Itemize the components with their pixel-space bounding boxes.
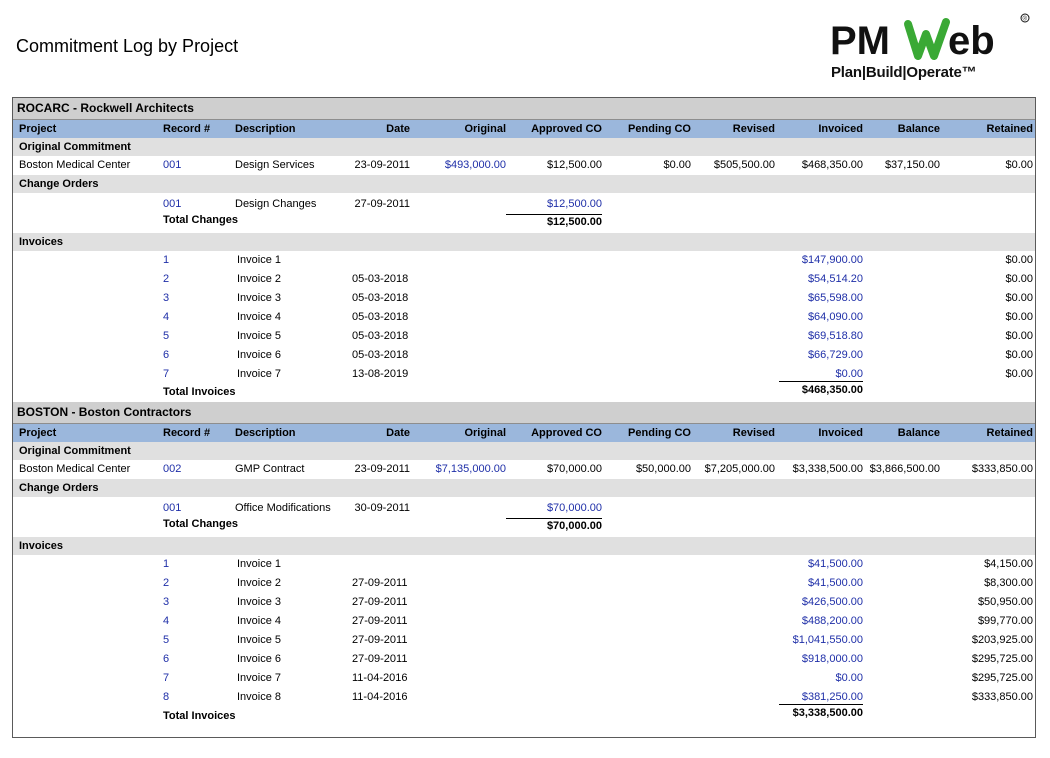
commitment-balance: $37,150.00 [884,159,940,171]
commitment-description: Design Services [235,159,315,171]
total-changes-row [13,212,1035,231]
invoice-retained: $99,770.00 [977,615,1033,627]
invoice-date: 05-03-2018 [352,292,409,304]
col-retained: Retained [986,427,1033,439]
invoice-record-link[interactable]: 7 [163,672,170,684]
section-original-commitment: Original Commitment [13,138,1035,156]
change-order-record-link[interactable]: 001 [163,198,182,210]
invoice-row [13,555,1035,574]
change-order-description: Design Changes [235,198,317,210]
section-change-orders: Change Orders [13,479,1035,497]
column-header-row [13,120,1035,138]
commitment-pending-co: $50,000.00 [635,463,691,475]
invoice-retained: $0.00 [1005,311,1033,323]
col-project: Project [19,123,57,135]
total-invoices-row [13,707,1035,725]
invoice-record-link[interactable]: 3 [163,596,170,608]
invoice-row [13,650,1035,669]
invoice-amount-link[interactable]: $69,518.80 [807,330,863,342]
col-approved-co: Approved CO [531,427,602,439]
commitment-approved-co: $70,000.00 [546,463,602,475]
total-changes-row [13,516,1035,535]
col-revised: Revised [732,427,775,439]
invoice-description: Invoice 8 [237,691,282,703]
page-title: Commitment Log by Project [16,36,239,56]
invoice-record-link[interactable]: 6 [163,653,170,665]
svg-text:PM: PM [830,19,890,63]
commitment-revised: $505,500.00 [713,159,775,171]
commitment-project: Boston Medical Center [19,463,131,475]
invoice-date: 05-03-2018 [352,349,409,361]
invoice-retained: $4,150.00 [984,558,1033,570]
invoice-row [13,365,1035,384]
vendor-header: ROCARC - Rockwell Architects [13,98,1035,120]
invoice-retained: $0.00 [1005,368,1033,380]
invoice-amount-link[interactable]: $147,900.00 [801,254,863,266]
invoice-row [13,251,1035,270]
change-order-row [13,497,1035,516]
invoice-description: Invoice 2 [237,273,282,285]
invoice-description: Invoice 6 [237,349,282,361]
invoice-row [13,574,1035,593]
invoice-row [13,631,1035,650]
invoice-description: Invoice 3 [237,292,282,304]
invoice-record-link[interactable]: 8 [163,691,170,703]
change-order-amount-link[interactable]: $70,000.00 [546,502,602,514]
invoice-record-link[interactable]: 3 [163,292,170,304]
invoice-retained: $203,925.00 [971,634,1033,646]
invoice-retained: $295,725.00 [971,653,1033,665]
commitment-row [13,156,1035,175]
col-record: Record # [163,123,211,135]
invoice-amount-link[interactable]: $54,514.20 [807,273,863,285]
section-invoices: Invoices [13,233,1035,251]
invoice-row [13,612,1035,631]
commitment-date: 23-09-2011 [354,159,410,171]
invoice-amount-link[interactable]: $918,000.00 [801,653,863,665]
invoice-date: 11-04-2016 [352,672,408,684]
commitment-record-link[interactable]: 002 [163,463,182,475]
invoice-date: 05-03-2018 [352,330,409,342]
invoice-row [13,346,1035,365]
commitment-report [12,97,1036,738]
invoice-description: Invoice 3 [237,596,282,608]
logo-tagline: Plan|Build|Operate™ [831,64,977,81]
change-order-date: 27-09-2011 [354,198,410,210]
invoice-record-link[interactable]: 2 [163,577,170,589]
invoice-description: Invoice 5 [237,330,282,342]
invoice-amount-link[interactable]: $65,598.00 [807,292,863,304]
invoice-retained: $50,950.00 [977,596,1033,608]
col-approved-co: Approved CO [531,123,602,135]
col-original: Original [464,427,506,439]
invoice-date: 11-04-2016 [352,691,408,703]
col-revised: Revised [732,123,775,135]
col-pending-co: Pending CO [628,123,691,135]
col-balance: Balance [897,123,940,135]
total-invoices-amount: $3,338,500.00 [792,707,863,719]
commitment-invoiced: $468,350.00 [801,159,863,171]
commitment-date: 23-09-2011 [354,463,410,475]
change-order-row [13,193,1035,212]
invoice-date: 13-08-2019 [352,368,409,380]
col-balance: Balance [897,427,940,439]
invoice-description: Invoice 4 [237,615,282,627]
commitment-balance: $3,866,500.00 [869,463,940,475]
total-invoices-amount: $468,350.00 [801,384,863,396]
commitment-invoiced: $3,338,500.00 [792,463,863,475]
invoice-row [13,270,1035,289]
invoice-retained: $0.00 [1005,292,1033,304]
invoice-record-link[interactable]: 6 [163,349,170,361]
total-invoices-row [13,384,1035,402]
invoice-record-link[interactable]: 1 [163,254,170,266]
invoice-amount-link[interactable]: $381,250.00 [779,691,863,705]
svg-text:®: ® [1022,16,1027,23]
invoice-row [13,289,1035,308]
invoice-row [13,688,1035,707]
total-changes-label: Total Changes [163,518,238,530]
col-pending-co: Pending CO [628,427,691,439]
invoice-retained: $0.00 [1005,349,1033,361]
invoice-row [13,308,1035,327]
invoice-date: 27-09-2011 [352,596,408,608]
invoice-record-link[interactable]: 7 [163,368,170,380]
invoice-record-link[interactable]: 4 [163,615,170,627]
invoice-date: 05-03-2018 [352,273,409,285]
col-retained: Retained [986,123,1033,135]
change-order-date: 30-09-2011 [354,502,410,514]
commitment-revised: $7,205,000.00 [704,463,775,475]
invoice-retained: $0.00 [1005,330,1033,342]
invoice-row [13,669,1035,688]
invoice-description: Invoice 7 [237,368,282,380]
invoice-amount-link[interactable]: $488,200.00 [801,615,863,627]
commitment-original-link[interactable]: $7,135,000.00 [435,463,506,475]
section-invoices: Invoices [13,537,1035,555]
invoice-row [13,593,1035,612]
section-original-commitment: Original Commitment [13,442,1035,460]
invoice-amount-link[interactable]: $1,041,550.00 [792,634,863,646]
invoice-description: Invoice 5 [237,634,282,646]
svg-text:eb: eb [948,19,995,63]
col-date: Date [386,123,410,135]
invoice-retained: $8,300.00 [984,577,1033,589]
invoice-amount-link[interactable]: $41,500.00 [807,577,863,589]
total-invoices-label: Total Invoices [163,386,236,398]
col-project: Project [19,427,57,439]
col-date: Date [386,427,410,439]
invoice-date: 27-09-2011 [352,634,408,646]
commitment-pending-co: $0.00 [663,159,691,171]
change-order-description: Office Modifications [235,502,331,514]
col-record: Record # [163,427,211,439]
invoice-record-link[interactable]: 5 [163,634,170,646]
invoice-date: 27-09-2011 [352,615,408,627]
col-invoiced: Invoiced [818,123,863,135]
vendor-header: BOSTON - Boston Contractors [13,402,1035,424]
change-order-record-link[interactable]: 001 [163,502,182,514]
col-description: Description [235,427,296,439]
total-invoices-label: Total Invoices [163,710,236,722]
invoice-description: Invoice 6 [237,653,282,665]
invoice-description: Invoice 1 [237,558,282,570]
invoice-date: 05-03-2018 [352,311,409,323]
commitment-retained: $333,850.00 [971,463,1033,475]
invoice-record-link[interactable]: 1 [163,558,170,570]
col-original: Original [464,123,506,135]
column-header-row [13,424,1035,442]
invoice-description: Invoice 4 [237,311,282,323]
commitment-row [13,460,1035,479]
commitment-approved-co: $12,500.00 [546,159,602,171]
invoice-date: 27-09-2011 [352,653,408,665]
total-changes-amount: $70,000.00 [506,518,602,532]
invoice-amount-link[interactable]: $0.00 [779,368,863,382]
commitment-record-link[interactable]: 001 [163,159,182,171]
invoice-retained: $0.00 [1005,254,1033,266]
commitment-description: GMP Contract [235,463,305,475]
invoice-description: Invoice 7 [237,672,282,684]
invoice-record-link[interactable]: 2 [163,273,170,285]
invoice-retained: $295,725.00 [971,672,1033,684]
invoice-record-link[interactable]: 4 [163,311,170,323]
invoice-amount-link[interactable]: $64,090.00 [807,311,863,323]
col-description: Description [235,123,296,135]
invoice-amount-link[interactable]: $0.00 [835,672,863,684]
invoice-amount-link[interactable]: $66,729.00 [807,349,863,361]
invoice-date: 27-09-2011 [352,577,408,589]
col-invoiced: Invoiced [818,427,863,439]
total-changes-label: Total Changes [163,214,238,226]
invoice-retained: $0.00 [1005,273,1033,285]
invoice-amount-link[interactable]: $426,500.00 [801,596,863,608]
invoice-amount-link[interactable]: $41,500.00 [807,558,863,570]
invoice-description: Invoice 2 [237,577,282,589]
invoice-record-link[interactable]: 5 [163,330,170,342]
commitment-retained: $0.00 [1005,159,1033,171]
invoice-retained: $333,850.00 [971,691,1033,703]
invoice-row [13,327,1035,346]
invoice-description: Invoice 1 [237,254,282,266]
total-changes-amount: $12,500.00 [506,214,602,228]
commitment-project: Boston Medical Center [19,159,131,171]
section-change-orders: Change Orders [13,175,1035,193]
commitment-original-link[interactable]: $493,000.00 [444,159,506,171]
change-order-amount-link[interactable]: $12,500.00 [546,198,602,210]
